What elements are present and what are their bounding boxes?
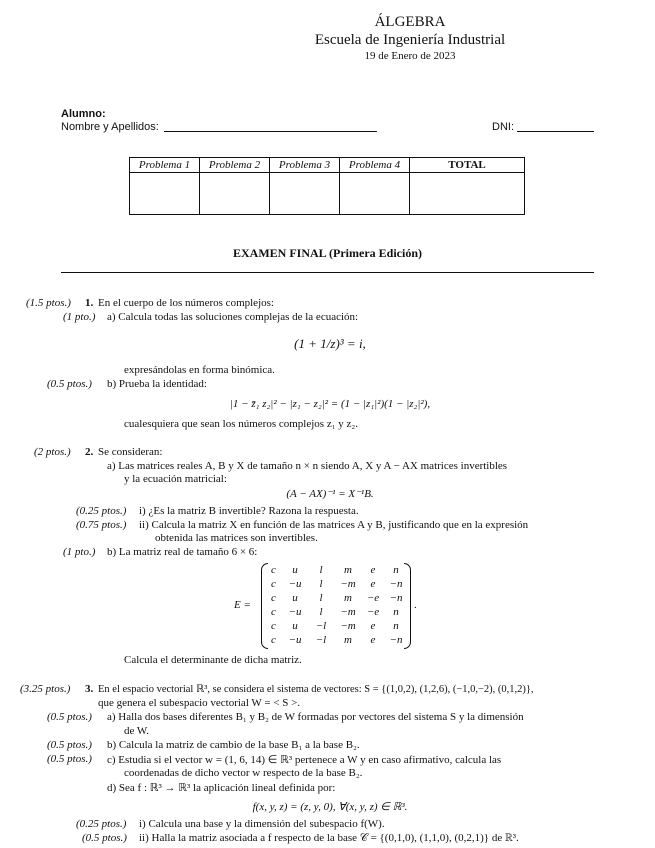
matrix-cell: u (292, 592, 298, 604)
matrix-cell: e (370, 564, 376, 576)
matrix-E (261, 563, 411, 649)
p3a-points: (0.5 ptos.) (47, 711, 92, 723)
p1-statement: En el cuerpo de los números complejos: (98, 297, 274, 309)
matrix-cell: e (370, 578, 376, 590)
p2aii-text-2: obtenida las matrices son invertibles. (155, 532, 318, 544)
p3-points: (3.25 ptos.) (20, 683, 71, 695)
p2aii-text-1: ii) Calcula la matriz X en función de las matrices A y B, justificando que en la expresión (139, 519, 529, 531)
score-cell-p1 (130, 173, 200, 215)
matrix-cell: c (271, 634, 276, 646)
p3dii-text: ii) Halla la matriz asociada a f respecto de la base 𝒞 = {(0,1,0), (1,1,0), (0,2,1)} de ℝ³. (139, 832, 519, 844)
p1a-equation: (1 + 1/z)³ = i, (294, 336, 366, 351)
p2a-text-1: a) Las matrices reales A, B y X de tamaño n × n siendo A, X y A − AX matrices invertibles (107, 460, 508, 472)
matrix-cell: m (344, 634, 352, 646)
dni-field-line (517, 131, 594, 132)
dni-label: DNI: (492, 121, 514, 133)
matrix-cell: −u (288, 578, 302, 590)
p3-statement-2: que genera el subespacio vectorial W = < S >. (98, 697, 301, 709)
matrix-cell: −u (288, 634, 302, 646)
matrix-cell: m (344, 592, 352, 604)
matrix-cell: c (271, 620, 276, 632)
p1-number: 1. (85, 297, 94, 309)
name-label: Nombre y Apellidos: (61, 121, 159, 133)
matrix-end: . (414, 599, 417, 611)
matrix-cell: −m (340, 606, 356, 618)
matrix-cell: −e (366, 606, 380, 618)
p3d-equation: f(x, y, z) = (z, y, 0), ∀(x, y, z) ∈ ℝ³. (252, 801, 408, 813)
matrix-cell: l (319, 606, 323, 618)
score-header-p2: Problema 2 (200, 158, 270, 173)
p2-points: (2 ptos.) (34, 446, 71, 458)
matrix-cell: e (370, 634, 376, 646)
p1b-points: (0.5 ptos.) (47, 378, 92, 390)
p2-number: 2. (85, 446, 94, 458)
exam-date: 19 de Enero de 2023 (364, 50, 456, 62)
p3a-text-1: a) Halla dos bases diferentes B₁ y B₂ de W formadas por vectores del sistema S y la dimensión (107, 711, 524, 723)
p3-number: 3. (85, 683, 94, 695)
p3di-text: i) Calcula una base y la dimensión del subespacio f(W). (139, 818, 385, 830)
p1b-text: b) Prueba la identidad: (107, 378, 207, 390)
subject-title: ÁLGEBRA (374, 14, 446, 30)
p1a-after: expresándolas en forma binómica. (124, 364, 275, 376)
p3d-text: d) Sea f : ℝ³ → ℝ³ la aplicación lineal definida por: (107, 782, 336, 794)
matrix-cell: −n (389, 592, 403, 604)
p2ai-points: (0.25 ptos.) (76, 505, 127, 517)
matrix-cell: −m (340, 620, 356, 632)
matrix-cell: l (319, 564, 323, 576)
title-rule (61, 272, 594, 273)
p3c-text-1: c) Estudia si el vector w = (1, 6, 14) ∈ ℝ³ pertenece a W y en caso afirmativo, calcula las (107, 754, 502, 766)
matrix-cell: −l (315, 620, 327, 632)
matrix-cell: m (344, 564, 352, 576)
score-cell-p3 (270, 173, 340, 215)
score-cell-total (410, 173, 525, 215)
score-header-p1: Problema 1 (130, 158, 200, 173)
matrix-cell: −u (288, 606, 302, 618)
p3c-text-2: coordenadas de dicho vector w respecto de la base B₂. (124, 767, 363, 779)
matrix-cell: c (271, 578, 276, 590)
p2b-after: Calcula el determinante de dicha matriz. (124, 654, 302, 666)
p1a-points: (1 pto.) (63, 311, 96, 323)
matrix-cell: u (292, 620, 298, 632)
exam-title: EXAMEN FINAL (Primera Edición) (233, 246, 422, 260)
matrix-cell: −n (389, 578, 403, 590)
matrix-cell: n (393, 606, 399, 618)
p2b-text: b) La matriz real de tamaño 6 × 6: (107, 546, 258, 558)
score-header-p3: Problema 3 (270, 158, 340, 173)
p2b-points: (1 pto.) (63, 546, 96, 558)
p3a-text-2: de W. (124, 725, 150, 737)
p2a-equation: (A − AX)⁻¹ = X⁻¹B. (286, 488, 374, 500)
p1a-text: a) Calcula todas las soluciones complejas de la ecuación: (107, 311, 359, 323)
p2a-text-2: y la ecuación matricial: (124, 473, 227, 485)
matrix-cell: l (319, 578, 323, 590)
p2aii-points: (0.75 ptos.) (76, 519, 127, 531)
matrix-cell: −l (315, 634, 327, 646)
p3di-points: (0.25 ptos.) (76, 818, 127, 830)
p2-statement: Se consideran: (98, 446, 163, 458)
p3b-points: (0.5 ptos.) (47, 739, 92, 751)
matrix-cell: l (319, 592, 323, 604)
matrix-cell: −m (340, 578, 356, 590)
matrix-cell: c (271, 592, 276, 604)
p1b-equation: |1 − z̄₁ z₂|² − |z₁ − z₂|² = (1 − |z₁|²)(1 − |z₂|²), (229, 398, 431, 410)
score-cell-p4 (340, 173, 410, 215)
matrix-cell: c (271, 606, 276, 618)
p2ai-text: i) ¿Es la matriz B invertible? Razona la respuesta. (139, 505, 359, 517)
matrix-label: E = (234, 599, 251, 611)
score-table (129, 157, 525, 215)
matrix-cell: e (370, 620, 376, 632)
alumno-label: Alumno: (61, 108, 106, 120)
name-field-line (164, 131, 377, 132)
score-header-total: TOTAL (410, 158, 525, 173)
p3-statement-1: En el espacio vectorial ℝ³, se considera el sistema de vectores: S = {(1,0,2), (1,2,6), (−1,0,−2), (0,1,2)}, (98, 684, 534, 695)
score-header-p4: Problema 4 (340, 158, 410, 173)
p1-points: (1.5 ptos.) (26, 297, 71, 309)
p3b-text: b) Calcula la matriz de cambio de la base B₁ a la base B₂. (107, 739, 360, 751)
p1b-after: cualesquiera que sean los números complejos z₁ y z₂. (124, 418, 359, 430)
score-cell-p2 (200, 173, 270, 215)
p3c-points: (0.5 ptos.) (47, 753, 92, 765)
p3dii-points: (0.5 ptos.) (82, 832, 127, 844)
matrix-cell: n (393, 564, 399, 576)
matrix-cell: n (393, 620, 399, 632)
matrix-cell: u (292, 564, 298, 576)
matrix-cell: −e (366, 592, 380, 604)
matrix-cell: −n (389, 634, 403, 646)
school-name: Escuela de Ingeniería Industrial (314, 32, 506, 48)
matrix-cell: c (271, 564, 276, 576)
